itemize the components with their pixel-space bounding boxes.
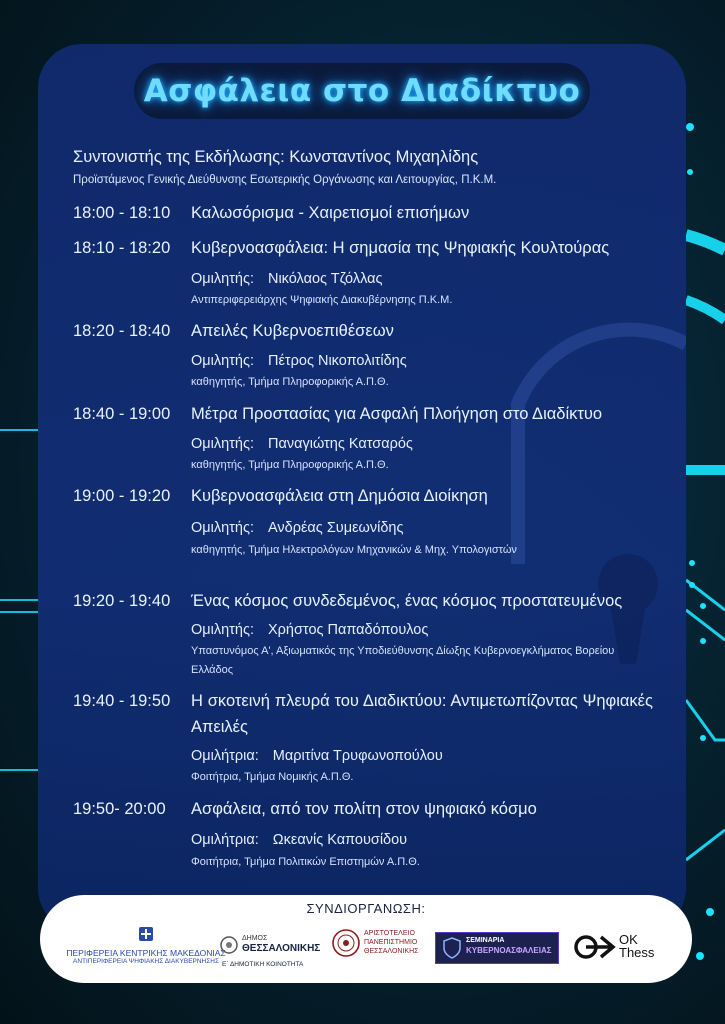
speaker-label: Ομιλητής: xyxy=(191,271,254,287)
speaker-name: Μαριτίνα Τρυφωνοπούλου xyxy=(272,748,443,764)
speaker-affiliation: καθηγητής, Τμήμα Πληροφορικής Α.Π.Θ. xyxy=(191,459,389,471)
speaker-affiliation: Υπαστυνόμος Α', Αξιωματικός της Υποδιεύθυνσης Δίωξης Κυβερνοεγκλήματος Βορείου Ελλάδος xyxy=(191,645,615,676)
session-title: Απειλές Κυβερνοεπιθέσεων xyxy=(191,322,394,340)
speaker-affiliation: καθηγητής, Τμήμα Ηλεκτρολόγων Μηχανικών & Μηχ. Υπολογιστών xyxy=(191,544,517,556)
speaker-label: Ομιλήτρια: xyxy=(191,832,259,848)
municipality-emblem-icon xyxy=(220,935,238,955)
footer-title: ΣΥΝΔΙΟΡΓΑΝΩΣΗ: xyxy=(306,901,426,916)
speaker-affiliation: Αντιπεριφερειάρχης Ψηφιακής Διακυβέρνησης Π.Κ.Μ. xyxy=(191,294,453,306)
okthess-logo-line1: OK xyxy=(619,932,638,947)
co-organizers-footer xyxy=(40,895,692,983)
session-title: Ασφάλεια, από τον πολίτη στον ψηφιακό κόσμο xyxy=(191,800,537,818)
session-title: Ένας κόσμος συνδεδεμένος, ένας κόσμος προστατευμένος xyxy=(191,592,623,610)
municipality-logo-line3: Ε΄ ΔΗΜΟΤΙΚΗ ΚΟΙΝΟΤΗΤΑ xyxy=(222,961,304,968)
session-time: 18:00 - 18:10 xyxy=(73,204,171,222)
coordinator-role: Προϊστάμενος Γενικής Διεύθυνσης Εσωτερικής Οργάνωσης και Λειτουργίας, Π.Κ.Μ. xyxy=(73,174,497,186)
session-title: Μέτρα Προστασίας για Ασφαλή Πλοήγηση στο Διαδίκτυο xyxy=(191,405,603,423)
session-title: Κυβερνοασφάλεια: Η σημασία της Ψηφιακής Κουλτούρας xyxy=(191,239,610,257)
session-time: 19:40 - 19:50 xyxy=(73,692,171,710)
speaker-label: Ομιλητής: xyxy=(191,520,254,536)
title-banner xyxy=(134,63,590,119)
municipality-logo-line2: ΘΕΣΣΑΛΟΝΙΚΗΣ xyxy=(242,943,321,954)
speaker-name: Ωκεανίς Καπουσίδου xyxy=(272,832,408,848)
speaker-line xyxy=(191,622,428,638)
seminars-logo-line1: ΣΕΜΙΝΑΡΙΑ xyxy=(466,937,505,944)
speaker-line xyxy=(191,353,407,369)
shield-icon xyxy=(442,937,462,959)
university-logo-line2: ΠΑΝΕΠΙΣΤΗΜΙΟ xyxy=(364,939,418,946)
session-time: 19:20 - 19:40 xyxy=(73,592,171,610)
speaker-label: Ομιλητής: xyxy=(191,353,254,369)
coordinator-line: Συντονιστής της Εκδήλωσης: Κωνσταντίνος Μιχαηλίδης xyxy=(73,148,479,166)
speaker-line xyxy=(191,520,403,536)
session-title: Κυβερνοασφάλεια στη Δημόσια Διοίκηση xyxy=(191,487,488,505)
speaker-line xyxy=(191,748,443,764)
seminars-logo-line2: ΚΥΒΕΡΝΟΑΣΦΑΛΕΙΑΣ xyxy=(466,946,552,955)
municipality-logo-line1: ΔΗΜΟΣ xyxy=(242,935,268,942)
region-emblem-icon xyxy=(139,927,153,941)
okthess-logo-line2: Thess xyxy=(619,945,655,960)
session-title: Η σκοτεινή πλευρά του Διαδικτύου: Αντιμετωπίζοντας Ψηφιακές Απειλές xyxy=(191,692,653,736)
speaker-line xyxy=(191,271,383,287)
speaker-line xyxy=(191,832,407,848)
session-time: 19:00 - 19:20 xyxy=(73,487,171,505)
speaker-label: Ομιλητής: xyxy=(191,436,254,452)
page-title: Ασφάλεια στο Διαδίκτυο xyxy=(143,73,581,109)
speaker-affiliation: καθηγητής, Τμήμα Πληροφορικής Α.Π.Θ. xyxy=(191,376,389,388)
region-logo-line2: ΑΝΤΙΠΕΡΙΦΕΡΕΙΑ ΨΗΦΙΑΚΗΣ ΔΙΑΚΥΒΕΡΝΗΣΗΣ xyxy=(73,958,219,965)
speaker-label: Ομιλήτρια: xyxy=(191,748,259,764)
region-logo-line1: ΠΕΡΙΦΕΡΕΙΑ ΚΕΝΤΡΙΚΗΣ ΜΑΚΕΔΟΝΙΑΣ xyxy=(66,948,226,958)
session-time: 18:10 - 18:20 xyxy=(73,239,171,257)
okthess-logo xyxy=(573,931,673,963)
speaker-name: Πέτρος Νικοπολιτίδης xyxy=(267,353,407,369)
speaker-affiliation: Φοιτήτρια, Τμήμα Νομικής Α.Π.Θ. xyxy=(191,771,354,783)
speaker-name: Χρήστος Παπαδόπουλος xyxy=(267,622,429,638)
session-time: 18:20 - 18:40 xyxy=(73,322,171,340)
speaker-affiliation: Φοιτήτρια, Τμήμα Πολιτικών Επιστημών Α.Π.Θ. xyxy=(191,856,420,868)
seminars-logo xyxy=(435,932,559,964)
speaker-name: Ανδρέας Συμεωνίδης xyxy=(267,520,404,536)
session-time: 18:40 - 19:00 xyxy=(73,405,171,423)
session-title: Καλωσόρισμα - Χαιρετισμοί επισήμων xyxy=(191,204,470,222)
speaker-name: Νικόλαος Τζόλλας xyxy=(267,271,383,287)
university-seal-icon xyxy=(332,929,360,957)
session-time: 19:50- 20:00 xyxy=(73,800,166,818)
okthess-mark-icon xyxy=(573,933,617,961)
speaker-label: Ομιλητής: xyxy=(191,622,254,638)
university-logo-line1: ΑΡΙΣΤΟΤΕΛΕΙΟ xyxy=(364,930,415,937)
region-logo xyxy=(62,927,230,965)
speaker-name: Παναγιώτης Κατσαρός xyxy=(267,436,413,452)
speaker-line xyxy=(191,436,413,452)
university-logo-line3: ΘΕΣΣΑΛΟΝΙΚΗΣ xyxy=(364,948,419,955)
